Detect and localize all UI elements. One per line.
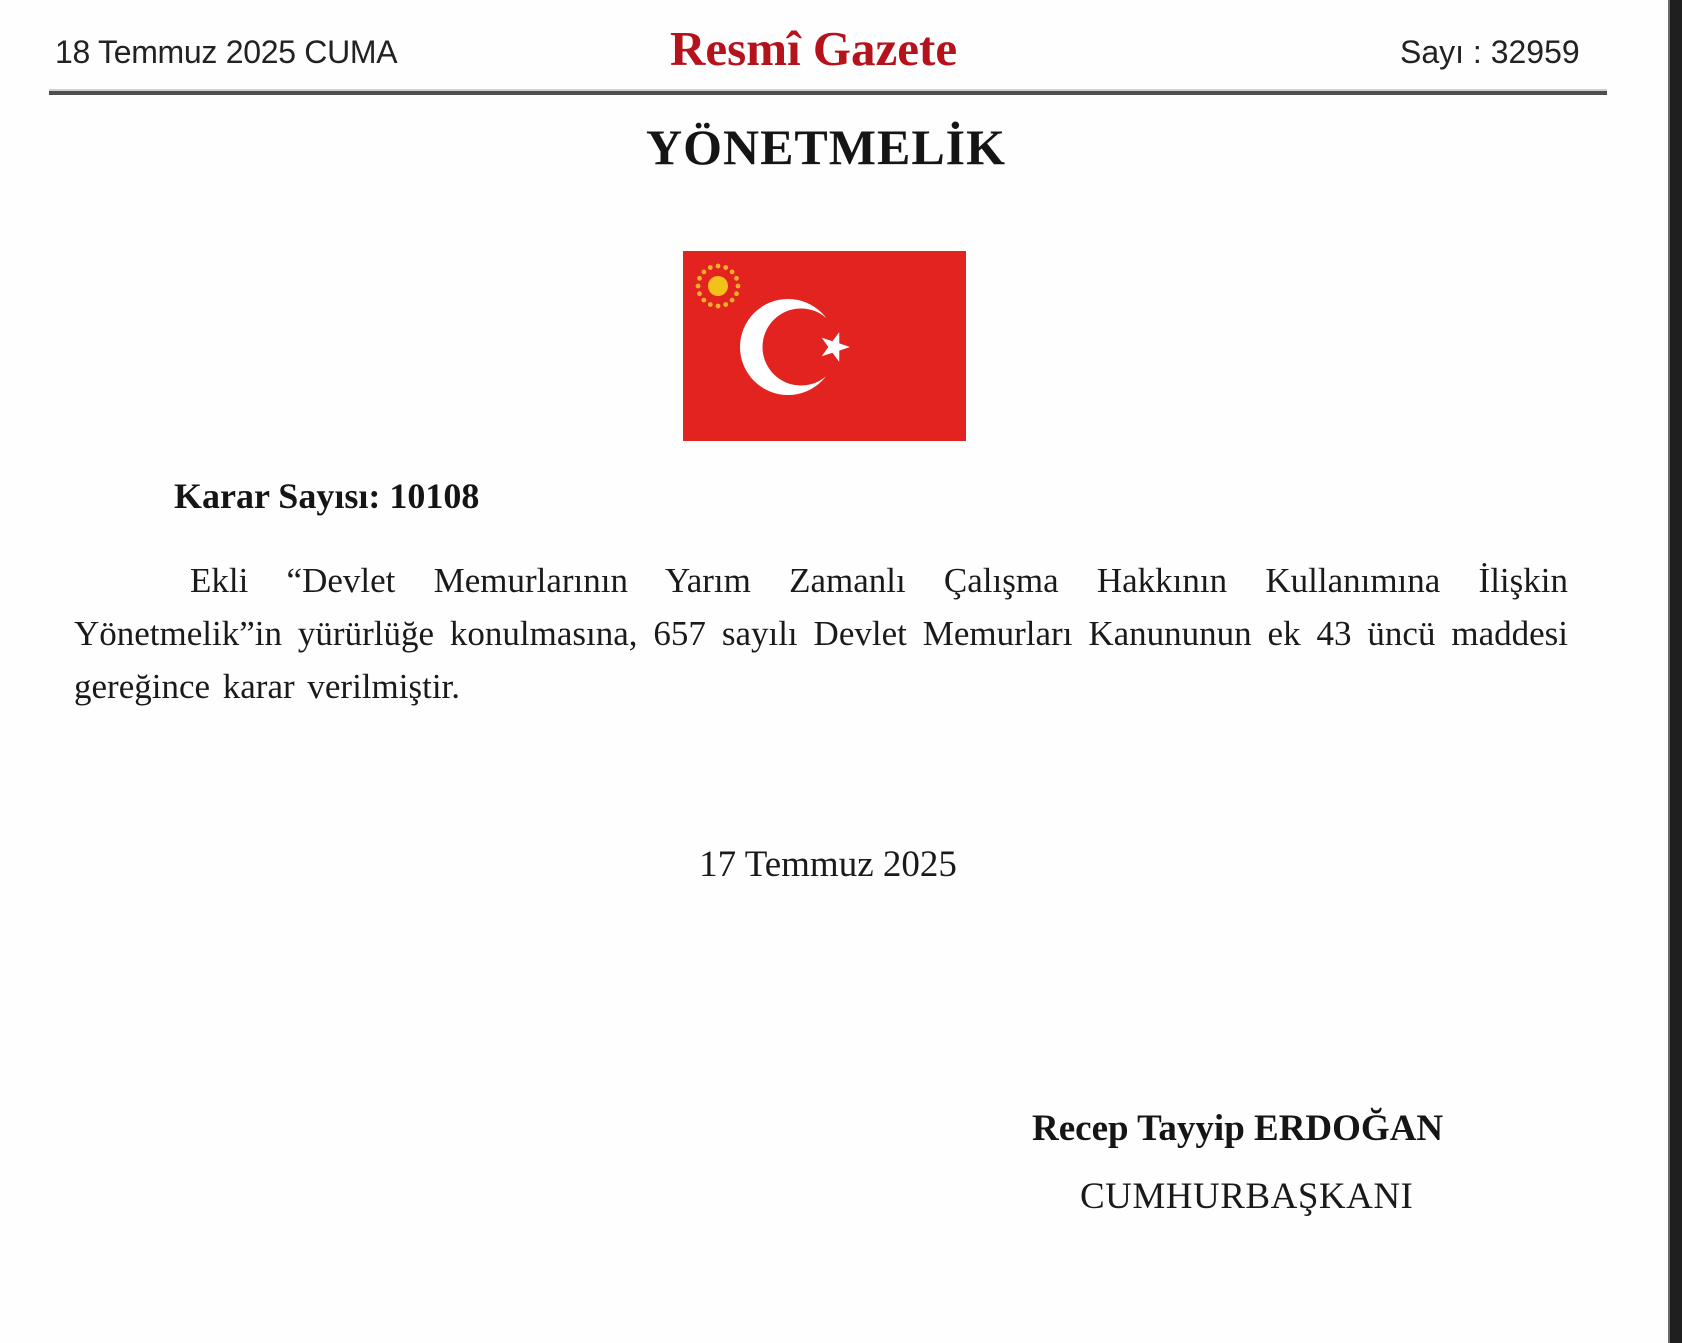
header-divider-dark: [49, 91, 1607, 95]
signatory-title: CUMHURBAŞKANI: [1080, 1176, 1414, 1217]
decision-body-text: Ekli “Devlet Memurlarının Yarım Zamanlı Çalışma Hakkının Kullanımına İlişkin Yönetmelik”in yürürlüğe konulmasına, 657 sayılı Devlet Memurları Kanununun ek 43 üncü maddesi gereğince karar verilmiştir.: [74, 561, 1568, 706]
issue-number: Sayı : 32959: [1400, 34, 1580, 70]
publication-title: Resmî Gazete: [670, 21, 958, 76]
document-type-title: [0, 118, 1668, 176]
header-divider: [49, 89, 1607, 95]
decision-number: Karar Sayısı: 10108: [174, 476, 480, 516]
document-type-title-text: YÖNETMELİK: [645, 119, 1007, 175]
signatory-name: Recep Tayyip ERDOĞAN: [1032, 1108, 1444, 1149]
decision-date: [0, 843, 1668, 886]
decision-date-text: 17 Temmuz 2025: [699, 844, 957, 885]
presidential-flag-icon: [683, 251, 966, 441]
issue-date: 18 Temmuz 2025 CUMA: [55, 34, 398, 70]
viewer-edge-strip: [1668, 0, 1682, 1343]
